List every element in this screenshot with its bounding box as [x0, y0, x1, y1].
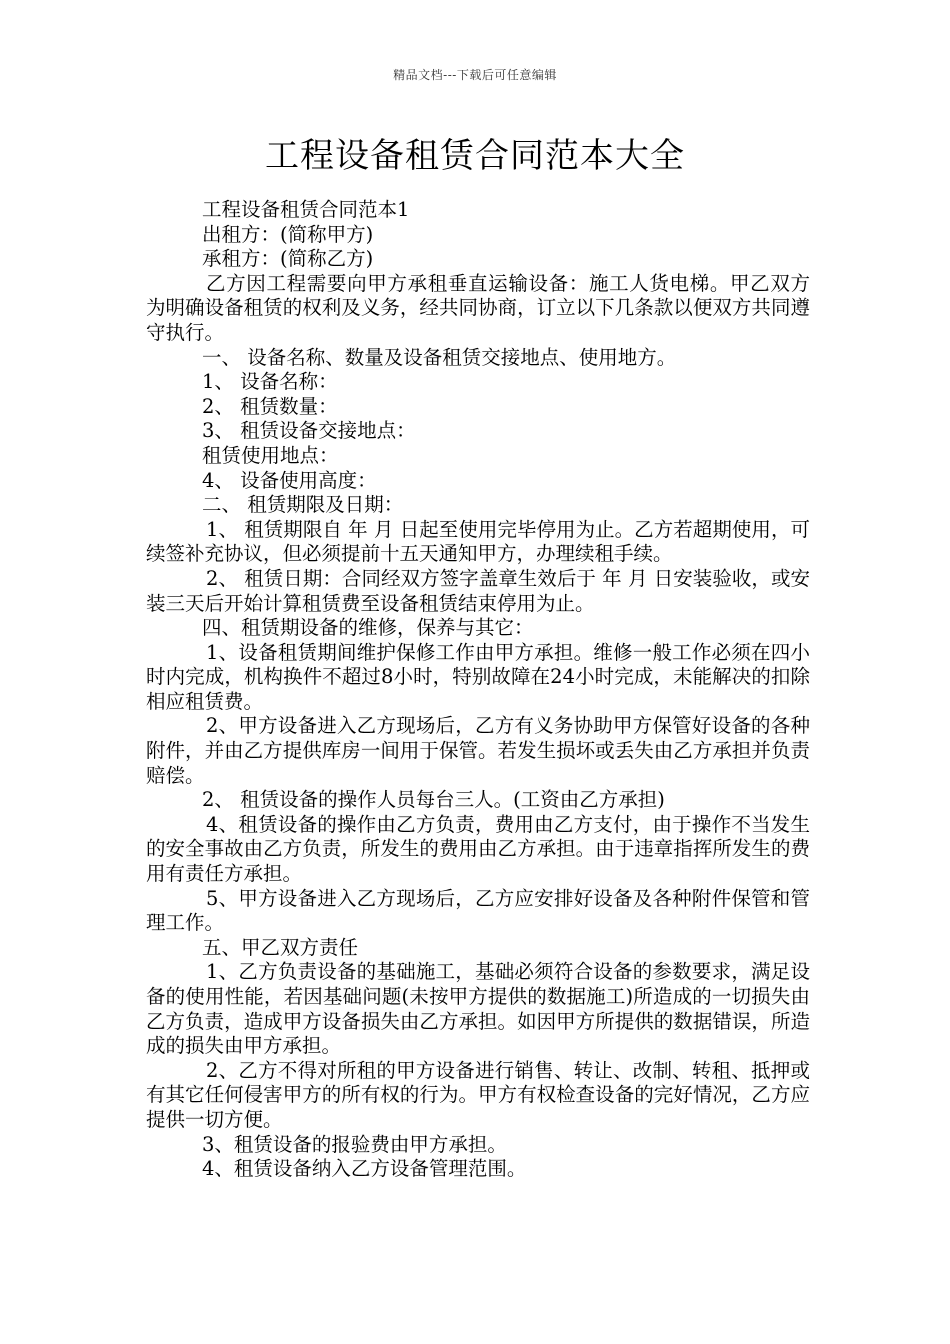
paragraph: 二、 租赁期限及日期： — [202, 493, 404, 517]
paragraph: 4、 设备使用高度： — [202, 468, 377, 492]
paragraph: 2、甲方设备进入乙方现场后，乙方有义务协助甲方保管好设备的各种附件，并由乙方提供库房一间用于保管。若发生损坏或丢失由乙方承担并负责赔偿。 — [146, 714, 810, 787]
paragraph: 五、甲乙双方责任 — [202, 935, 359, 959]
paragraph: 1、乙方负责设备的基础施工，基础必须符合设备的参数要求，满足设备的使用性能，若因基础问题(未按甲方提供的数据施工)所造成的一切损失由乙方负责，造成甲方设备损失由乙方承担。如因甲方所提供的数据错误，所造成的损失由甲方承担。 — [146, 960, 810, 1058]
paragraph: 4、租赁设备的操作由乙方负责，费用由乙方支付，由于操作不当发生的安全事故由乙方负责，所发生的费用由乙方承担。由于违章指挥所发生的费用有责任方承担。 — [146, 812, 810, 886]
paragraph: 1、 租赁期限自 年 月 日起至使用完毕停用为止。乙方若超期使用，可续签补充协议，但必须提前十五天通知甲方，办理续租手续。 — [146, 517, 810, 566]
header-note: 精品文档---下载后可任意编辑 — [393, 68, 557, 82]
document-body — [146, 198, 810, 1182]
paragraph: 工程设备租赁合同范本1 — [202, 198, 410, 221]
paragraph: 3、 租赁设备交接地点： — [202, 419, 416, 443]
paragraph: 出租方：(简称甲方) — [202, 222, 374, 246]
paragraph: 1、 设备名称： — [202, 370, 338, 394]
paragraph: 2、 租赁数量： — [202, 394, 338, 418]
paragraph: 4、租赁设备纳入乙方设备管理范围。 — [202, 1157, 527, 1181]
paragraph: 2、乙方不得对所租的甲方设备进行销售、转让、改制、转租、抵押或有其它任何侵害甲方的所有权的行为。甲方有权检查设备的完好情况，乙方应提供一切方便。 — [146, 1058, 810, 1131]
paragraph: 2、 租赁日期：合同经双方签字盖章生效后于 年 月 日安装验收，或安装三天后开始计算租赁费至设备租赁结束停用为止。 — [146, 566, 810, 615]
paragraph: 3、租赁设备的报验费由甲方承担。 — [202, 1132, 507, 1156]
document-title: 工程设备租赁合同范本大全 — [265, 136, 685, 176]
paragraph: 一、 设备名称、数量及设备租赁交接地点、使用地方。 — [202, 345, 677, 369]
paragraph: 四、租赁期设备的维修，保养与其它： — [202, 616, 534, 640]
paragraph: 2、 租赁设备的操作人员每台三人。(工资由乙方承担) — [202, 788, 665, 812]
paragraph: 1、设备租赁期间维护保修工作由甲方承担。维修一般工作必须在四小时内完成，机构换件不超过8小时，特别故障在24小时完成，未能解决的扣除相应租赁费。 — [146, 640, 810, 713]
paragraph: 承租方：(简称乙方) — [202, 247, 374, 271]
paragraph: 租赁使用地点： — [202, 443, 339, 467]
paragraph: 5、甲方设备进入乙方现场后，乙方应安排好设备及各种附件保管和管理工作。 — [146, 886, 810, 935]
paragraph: 乙方因工程需要向甲方承租垂直运输设备：施工人货电梯。甲乙双方为明确设备租赁的权利及义务，经共同协商，订立以下几条款以便双方共同遵守执行。 — [146, 271, 810, 344]
